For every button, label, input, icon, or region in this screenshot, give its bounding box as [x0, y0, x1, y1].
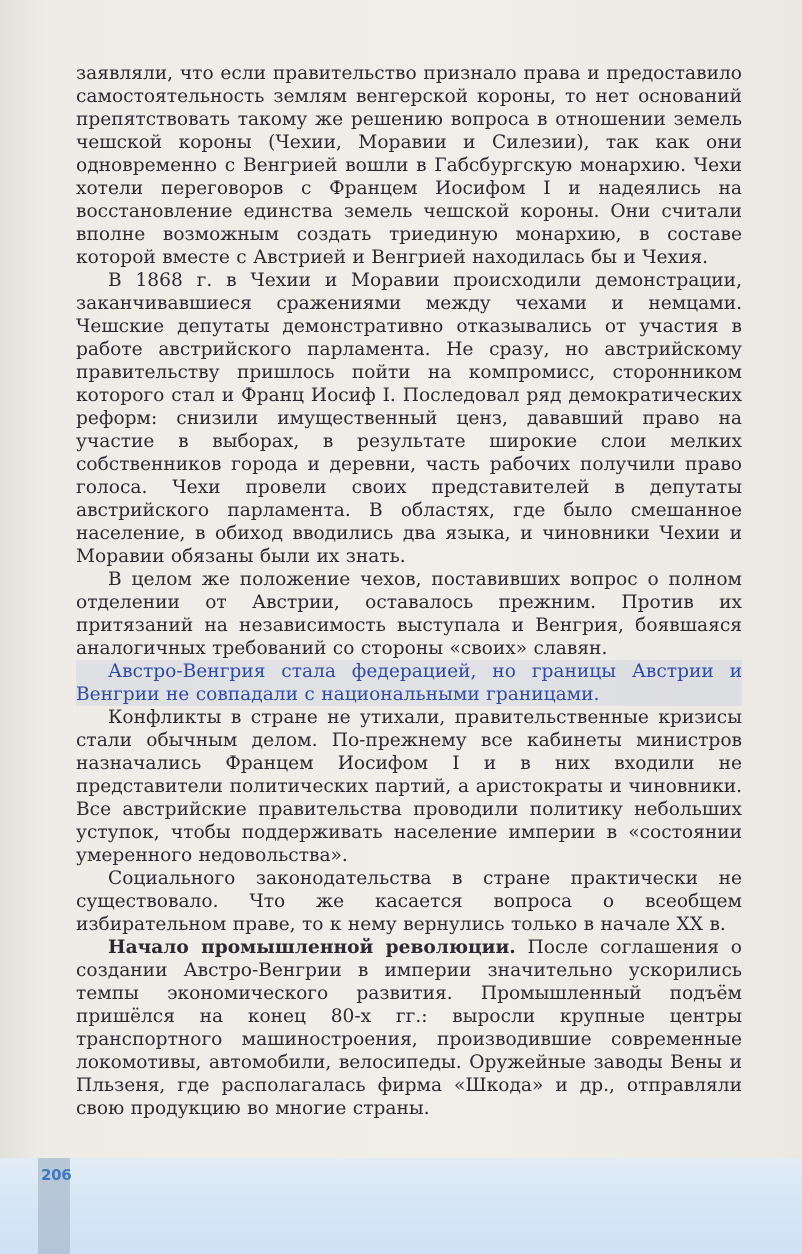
paragraph-text: Австро-Венгрия стала федерацией, но границы Австрии и Венгрии не совпадали с национальными границами. [76, 661, 742, 705]
footer-band [0, 1158, 802, 1254]
page-number: 206 [41, 1166, 72, 1184]
paragraph-text: В целом же положение чехов, поставивших вопрос о полном отделении от Австрии, оставалось прежним. Против их притязаний на независимость выступала и Венгрия, боявшаяся аналогичных требований со стороны «своих» славян. [76, 569, 742, 659]
paragraph [76, 867, 742, 936]
paragraph [76, 568, 742, 660]
paragraph [76, 269, 742, 568]
highlighted-conclusion [76, 660, 742, 706]
paragraph [76, 62, 742, 269]
paragraph-text: После соглашения о создании Австро-Венгрии в империи значительно ускорились темпы экономического развития. Промышленный подъём пришёлся на конец 80-х гг.: выросли крупные центры транспортного машиностроения, производившие современные локомотивы, автомобили, велосипеды. Оружейные заводы Вены и Пльзеня, где располагалась фирма «Шкода» и др., отправляли свою продукцию во многие страны. [76, 937, 742, 1119]
section-heading: Начало промышленной революции. [108, 937, 516, 958]
main-text [76, 62, 742, 1120]
paragraph [76, 936, 742, 1120]
paragraph-text: заявляли, что если правительство признало права и предоставило самостоятельность землям венгерской короны, то нет оснований препятствовать такому же решению вопроса в отношении земель чешской короны (Чехии, Моравии и Силезии), так как они одновременно с Венгрией вошли в Габсбургскую монархию. Чехи хотели переговоров с Францем Иосифом I и надеялись на восстановление единства земель чешской короны. Они считали вполне возможным создать триединую монархию, в составе которой вместе с Австрией и Венгрией находилась бы и Чехия. [76, 63, 742, 268]
paragraph-text: Социального законодательства в стране практически не существовало. Что же касается вопроса о всеобщем избирательном праве, то к нему вернулись только в начале XX в. [76, 868, 742, 935]
paragraph-text: В 1868 г. в Чехии и Моравии происходили демонстрации, заканчивавшиеся сражениями между чехами и немцами. Чешские депутаты демонстративно отказывались от участия в работе австрийского парламента. Не сразу, но австрийскому правительству пришлось пойти на компромисс, сторонником которого стал и Франц Иосиф I. Последовал ряд демократических реформ: снизили имущественный ценз, дававший право на участие в выборах, в результате широкие слои мелких собственников города и деревни, часть рабочих получили право голоса. Чехи провели своих представителей в депутаты австрийского парламента. В областях, где было смешанное население, в обиход вводились два языка, и чиновники Чехии и Моравии обязаны были их знать. [76, 270, 742, 567]
paragraph [76, 706, 742, 867]
paragraph-text: Конфликты в стране не утихали, правительственные кризисы стали обычным делом. По-прежнему все кабинеты министров назначались Францем Иосифом I и в них входили не представители политических партий, а аристократы и чиновники. Все австрийские правительства проводили политику небольших уступок, чтобы поддерживать население империи в «состоянии умеренного недовольства». [76, 707, 742, 866]
